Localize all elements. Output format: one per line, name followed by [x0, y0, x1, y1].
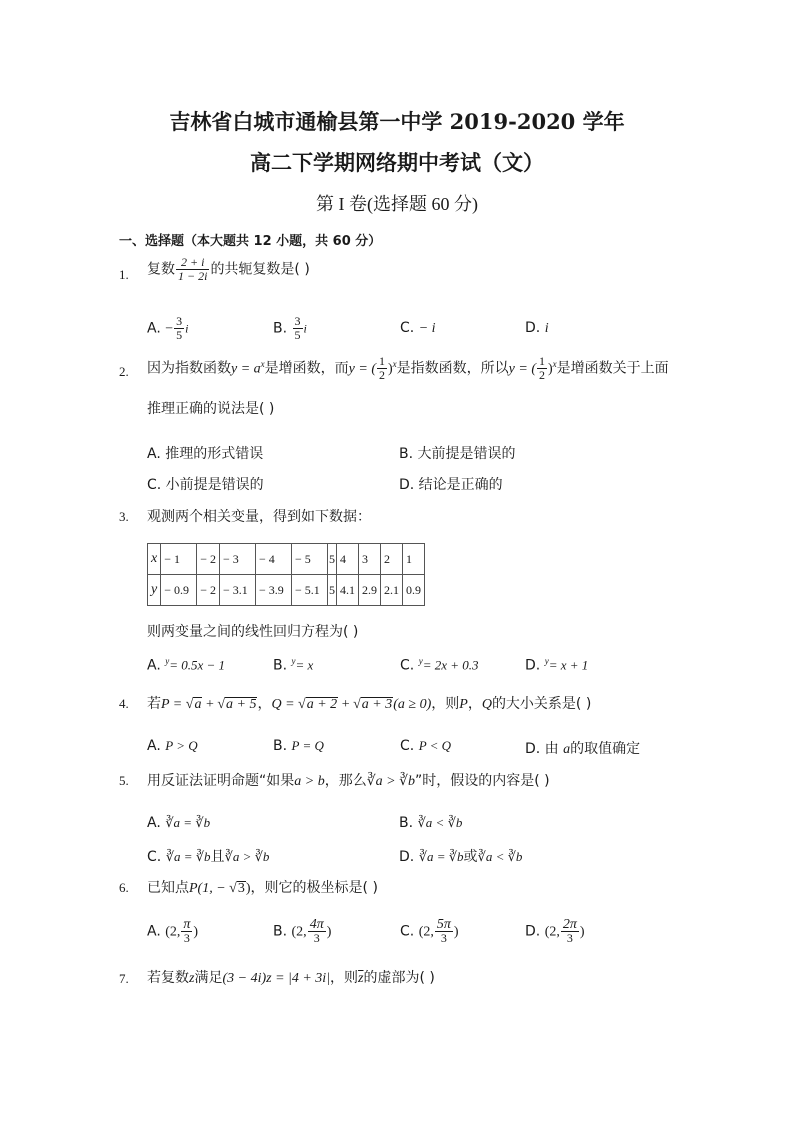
math-expr: y = a: [231, 361, 261, 377]
question-stem: 观测两个相关变量，得到如下数据：: [147, 509, 371, 525]
math-expr: +: [338, 697, 354, 712]
math-expr: ∛a > ∛b: [366, 774, 416, 789]
fraction-numerator: 3: [294, 314, 301, 328]
option-c[interactable]: [400, 918, 459, 945]
option-value: ∛a < ∛b: [417, 815, 463, 830]
fraction-denominator: 1 − 2i: [178, 269, 208, 283]
option-label: A.: [147, 657, 161, 674]
option-c[interactable]: [400, 320, 436, 337]
stem-text: 复数: [147, 261, 175, 278]
stem-text: ，那么: [324, 773, 367, 789]
stem-text: 是增函数，而: [264, 360, 349, 377]
table-cell: − 3.9: [256, 575, 292, 606]
option-value: ∛a = ∛b: [165, 815, 211, 830]
option-label: C.: [400, 738, 415, 754]
option-c[interactable]: [147, 846, 269, 866]
option-value: (2,: [544, 924, 560, 940]
option-label: C.: [400, 320, 415, 336]
math-expr: Q: [481, 697, 492, 712]
math-expr: y = (: [348, 361, 376, 377]
fraction-denominator: 3: [183, 931, 190, 945]
fraction: [435, 918, 453, 945]
option-d[interactable]: [399, 846, 522, 866]
math-expr: y = (: [508, 361, 536, 377]
stem-text: ，则: [431, 696, 460, 712]
table-cell: 0.9: [403, 575, 425, 606]
stem-text: 的共轭复数是( ): [210, 261, 310, 278]
stem-text: ，则它的极坐标是( ): [250, 880, 378, 896]
fraction: [293, 315, 303, 342]
option-label: A.: [147, 738, 161, 754]
option-value: ): [193, 924, 199, 940]
stem-text: 是增函数关于上面: [556, 360, 669, 377]
fraction: [181, 918, 192, 945]
exponent: x: [260, 358, 265, 369]
question-number: 1.: [119, 267, 129, 282]
option-d[interactable]: [525, 918, 585, 945]
table-cell: 2.1: [381, 575, 403, 606]
question-followup: 则两变量之间的线性回归方程为( ): [147, 624, 359, 640]
option-value: = 0.5x − 1: [169, 657, 226, 673]
y-hat-symbol: y: [291, 656, 296, 666]
option-value: (2,: [165, 924, 181, 940]
math-expr: (3 − 4i)z = |4 + 3i|: [222, 971, 331, 986]
table-row-x: [148, 544, 425, 575]
exam-title-line2: 高二下学期网络期中考试（文）: [250, 150, 544, 175]
option-c[interactable]: [400, 656, 479, 674]
question-stem-line2: 推理正确的说法是( ): [147, 401, 275, 417]
fraction-numerator: 1: [539, 354, 545, 368]
option-b[interactable]: [273, 918, 331, 945]
fraction-numerator: 1: [379, 354, 385, 368]
option-b[interactable]: [273, 738, 324, 754]
option-label: D. 由: [525, 741, 559, 757]
volume-heading: 第 I 卷(选择题 60 分): [316, 194, 478, 214]
option-label: B.: [399, 815, 414, 831]
question-stem: [147, 967, 435, 987]
conjugate-symbol: $\overline{z}$: [358, 971, 364, 986]
fraction: [174, 315, 184, 342]
option-value: − i: [418, 321, 436, 336]
question-stem: [147, 770, 550, 790]
radicand: a + 5: [226, 697, 257, 712]
option-label: D.: [525, 320, 541, 336]
stem-text: 用反证法证明命题“如果: [147, 773, 295, 789]
table-cell: − 2: [197, 544, 220, 575]
fraction-numerator: 2 + i: [176, 256, 209, 270]
option-d[interactable]: [525, 738, 640, 758]
question-number: 6.: [119, 880, 129, 895]
stem-text: ”时，假设的内容是( ): [415, 773, 550, 789]
option-a[interactable]: [147, 656, 225, 674]
table-cell: − 3: [220, 544, 256, 575]
math-expr: P(1, −: [189, 881, 230, 896]
table-cell: x: [148, 544, 161, 575]
table-cell: 5: [328, 575, 337, 606]
exponent: x: [552, 358, 557, 369]
fraction-numerator: 3: [176, 314, 183, 328]
option-value: P = Q: [291, 738, 324, 753]
radicand: a: [194, 697, 202, 712]
table-cell: − 3.1: [220, 575, 256, 606]
option-a[interactable]: [147, 815, 210, 831]
data-table: [147, 543, 425, 606]
math-expr: P: [459, 697, 468, 712]
option-label: A.: [147, 923, 161, 940]
fraction-numerator: 2π: [562, 917, 577, 932]
fraction-denominator: 2: [379, 368, 385, 382]
stem-text: 已知点: [147, 880, 189, 896]
fraction-denominator: 3: [566, 931, 573, 945]
option-label: B.: [273, 738, 288, 754]
stem-text: ，则: [330, 970, 359, 986]
option-a[interactable]: [147, 918, 198, 945]
table-row-y: [148, 575, 425, 606]
math-expr: ): [548, 361, 553, 377]
option-value: i: [544, 321, 549, 336]
option-label: B.: [273, 320, 288, 337]
option-sign: −: [165, 321, 174, 337]
section-heading: 一、选择题（本大题共 12 小题，共 60 分）: [119, 234, 382, 249]
option-value: ∛a < ∛b: [477, 849, 523, 864]
option-label: D.: [399, 849, 415, 865]
option-label: B.: [273, 657, 288, 674]
stem-text: 满足: [194, 970, 223, 986]
option-label: D.: [525, 657, 541, 674]
table-cell: − 0.9: [161, 575, 197, 606]
fraction: [561, 918, 579, 945]
option-value: i: [303, 321, 307, 336]
fraction-denominator: 2: [539, 368, 545, 382]
option-label: A.: [147, 320, 161, 337]
stem-text: ，: [467, 696, 482, 712]
option-value: ∛a = ∛b: [165, 849, 211, 864]
option-value: ): [579, 924, 585, 940]
option-text: 的取值确定: [570, 741, 641, 757]
option-connector: 或: [463, 849, 478, 865]
stem-text: 若复数: [147, 970, 189, 986]
option-value: = x + 1: [548, 657, 589, 673]
table-cell: − 4: [256, 544, 292, 575]
option-value: (2,: [418, 924, 434, 940]
option-b[interactable]: [273, 656, 313, 674]
question-number: 7.: [119, 971, 129, 986]
option-b[interactable]: [273, 315, 307, 342]
fraction-denominator: 3: [313, 931, 320, 945]
table-cell: 2.9: [359, 575, 381, 606]
math-expr: (a ≥ 0): [393, 697, 432, 712]
table-cell: − 5: [292, 544, 328, 575]
question-number: 4.: [119, 696, 129, 711]
radicand: a + 3: [361, 697, 393, 712]
question-stem: 已知点P(1, − √3)，则它的极坐标是( ): [147, 880, 378, 896]
y-hat-symbol: y: [544, 656, 549, 666]
math-expr: P =: [161, 697, 186, 712]
table-cell: − 5.1: [292, 575, 328, 606]
option-label: C.: [400, 923, 415, 940]
table-cell: 5: [328, 544, 337, 575]
math-expr: ): [245, 881, 251, 896]
table-cell: − 2: [197, 575, 220, 606]
option-a[interactable]: [147, 738, 198, 754]
option-value: a: [563, 742, 571, 757]
question-stem: 若P = √a + √a + 5，Q = √a + 2 + √a + 3(a ≥ 0)，则P，Q的大小关系是( ): [147, 696, 592, 712]
option-value: P < Q: [418, 738, 452, 753]
math-expr: ): [388, 361, 393, 377]
math-expr: +: [202, 697, 218, 712]
question-number: 5.: [119, 773, 129, 788]
table-cell: 4.1: [337, 575, 359, 606]
option-d[interactable]: D. 结论是正确的: [399, 477, 503, 493]
option-c[interactable]: [400, 738, 451, 754]
table-cell: − 1: [161, 544, 197, 575]
table-cell: 2: [381, 544, 403, 575]
y-hat-symbol: y: [418, 656, 423, 666]
option-label: C.: [400, 657, 415, 674]
option-b[interactable]: B. 大前提是错误的: [399, 446, 516, 462]
question-stem: [147, 355, 669, 382]
option-a[interactable]: A. 推理的形式错误: [147, 446, 264, 462]
option-value: = 2x + 0.3: [422, 657, 479, 673]
stem-text: ，: [257, 696, 272, 712]
option-value: P > Q: [165, 738, 198, 753]
fraction: [377, 355, 387, 382]
option-c[interactable]: C. 小前提是错误的: [147, 477, 264, 493]
option-value: (2,: [291, 924, 307, 940]
fraction-denominator: 3: [440, 931, 447, 945]
math-expr: Q =: [271, 697, 299, 712]
option-label: A.: [147, 815, 161, 831]
question-number: 2.: [119, 364, 129, 379]
option-d[interactable]: [525, 320, 549, 337]
radicand: 3: [237, 881, 245, 896]
y-hat-symbol: y: [165, 656, 170, 666]
table-cell: 4: [337, 544, 359, 575]
option-value: ∛a = ∛b: [418, 849, 464, 864]
option-d[interactable]: [525, 656, 588, 674]
fraction: [176, 256, 209, 283]
option-b[interactable]: [399, 815, 462, 831]
fraction: [308, 918, 326, 945]
option-value: ): [453, 924, 459, 940]
option-connector: 且: [210, 849, 225, 865]
radicand: a + 2: [306, 697, 338, 712]
fraction: [537, 355, 547, 382]
stem-text: 因为指数函数: [147, 360, 231, 377]
question-number: 3.: [119, 509, 129, 524]
table-cell: 1: [403, 544, 425, 575]
fraction-numerator: 4π: [309, 917, 324, 932]
option-value: i: [185, 321, 189, 336]
exponent: x: [392, 358, 397, 369]
stem-text: 是指数函数，所以: [396, 360, 509, 377]
option-label: B.: [273, 923, 288, 940]
table-cell: 3: [359, 544, 381, 575]
option-value: = x: [295, 657, 314, 673]
stem-text: 若: [147, 696, 161, 712]
stem-text: 的大小关系是( ): [491, 696, 592, 712]
fraction-denominator: 5: [176, 328, 183, 342]
option-a[interactable]: [147, 315, 188, 342]
exam-title-line1: 吉林省白城市通榆县第一中学 2019-2020 学年: [169, 109, 625, 134]
question-stem: [147, 256, 310, 283]
stem-text: 的虚部为( ): [363, 970, 435, 986]
option-label: C.: [147, 849, 162, 865]
option-value: ∛a > ∛b: [224, 849, 270, 864]
fraction-numerator: 5π: [436, 917, 451, 932]
option-label: D.: [525, 923, 541, 940]
math-expr: a > b: [294, 774, 325, 789]
fraction-denominator: 5: [294, 328, 301, 342]
option-value: ): [326, 924, 332, 940]
math-expr: z: [189, 971, 195, 986]
table-cell: y: [148, 575, 161, 606]
fraction-numerator: π: [183, 917, 191, 932]
